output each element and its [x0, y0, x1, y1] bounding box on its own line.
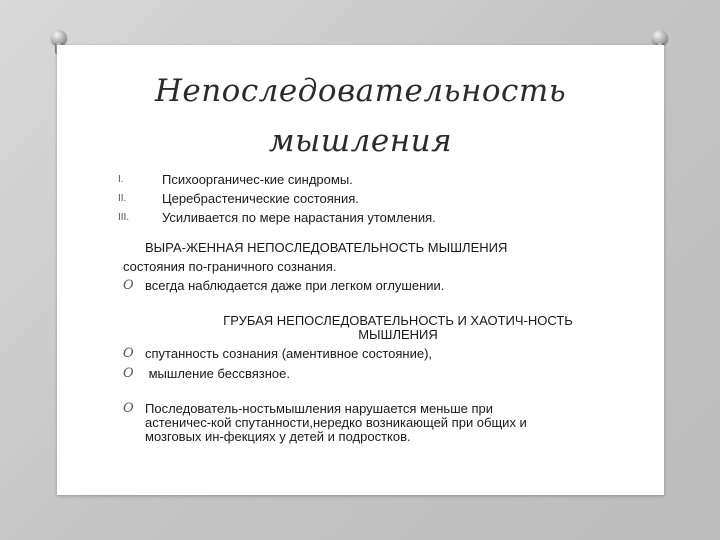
- bullet-icon: O: [123, 346, 134, 361]
- bullet-icon: O: [123, 366, 134, 381]
- list-item: [118, 170, 436, 189]
- roman-list: [118, 170, 436, 227]
- list-number: I.: [118, 174, 124, 185]
- bullet-text: всегда наблюдается даже при легком оглушении.: [145, 278, 445, 293]
- list-number: II.: [118, 193, 127, 204]
- section-2: [123, 314, 643, 382]
- bullet-item: [123, 366, 643, 382]
- section-1-heading: ВЫРА-ЖЕННАЯ НЕПОСЛЕДОВАТЕЛЬНОСТЬ МЫШЛЕНИЯ: [145, 240, 508, 255]
- list-item: [118, 189, 436, 208]
- list-number: III.: [118, 212, 130, 223]
- bullet-item: [123, 346, 643, 362]
- section-1: [123, 240, 643, 294]
- title-line-2: мышления: [268, 123, 453, 159]
- section-3: [123, 402, 643, 444]
- bullet-text-line-1: Последователь-ностьмышления нарушается меньше при: [145, 401, 494, 416]
- section-2-heading: [123, 314, 643, 342]
- bullet-item: [123, 278, 643, 294]
- bullet-text: мышление бессвязное.: [145, 366, 290, 381]
- section-2-heading-line-2: МЫШЛЕНИЯ: [358, 327, 438, 342]
- slide-title: [57, 66, 664, 166]
- list-item: [118, 208, 436, 227]
- section-1-subtext: состояния по-граничного сознания.: [123, 259, 337, 274]
- bullet-icon: O: [123, 401, 134, 416]
- list-text: Психоорганичес-кие синдромы.: [162, 172, 353, 187]
- list-text: Усиливается по мере нарастания утомления.: [162, 210, 436, 225]
- bullet-text: спутанность сознания (аментивное состояние),: [145, 346, 433, 361]
- bullet-item: [123, 402, 643, 444]
- bullet-icon: O: [123, 278, 134, 293]
- section-2-heading-line-1: ГРУБАЯ НЕПОСЛЕДОВАТЕЛЬНОСТЬ И ХАОТИЧ-НОСТЬ: [223, 313, 573, 328]
- title-line-1: Непоследовательность: [154, 73, 567, 109]
- bullet-text-line-3: мозговых ин-фекциях у детей и подростков.: [145, 429, 411, 444]
- list-text: Церебрастенические состояния.: [162, 191, 359, 206]
- bullet-text-line-2: астеничес-кой спутанности,нередко возникающей при общих и: [145, 415, 527, 430]
